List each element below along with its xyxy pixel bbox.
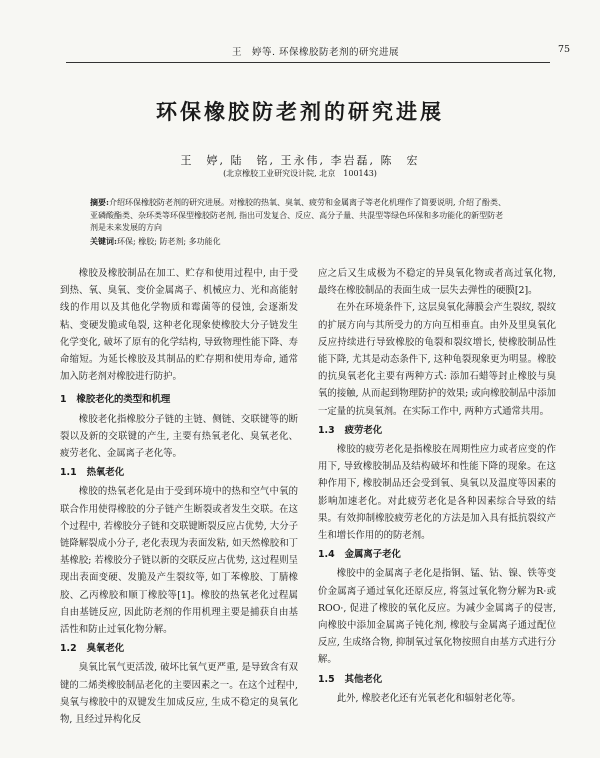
- left-column: [60, 265, 298, 728]
- intro-paragraph: 橡胶及橡胶制品在加工、贮存和使用过程中, 由于受到热、氧、臭氧、变价金属离子、机械应力、光和高能射线的作用以及其他化学物质和霉菌等的侵蚀, 会逐渐发粘、变硬发脆或龟裂, 这种老化现象使橡胶大分子链发生化学变化, 破坏了原有的化学结构, 导致物理性能下降、寿命缩短。为延长橡胶及其制品的贮存期和使用寿命, 通常加入防老剂对橡胶进行防护。: [60, 268, 298, 383]
- abstract-text: 介绍环保橡胶防老剂的研究进展。对橡胶的热氧、臭氧、疲劳和金属离子等老化机理作了简要说明, 介绍了酚类、亚磷酸酯类、杂环类等环保型橡胶防老剂, 指出可发复合、反应、高分子量、共混型等绿色环保和多功能化的新型防老剂是未来发展的方向: [90, 198, 507, 232]
- paper-title: 环保橡胶防老剂的研究进展: [156, 100, 444, 124]
- section-1-4-heading: [318, 546, 556, 563]
- section-1-1-number: 1.1: [60, 467, 77, 479]
- section-1-3-heading: [318, 422, 556, 439]
- section-1-3-number: 1.3: [318, 424, 335, 436]
- section-1-title: 橡胶老化的类型和机理: [76, 394, 171, 406]
- paper-affiliation: (北京橡胶工业研究设计院, 北京 100143): [223, 169, 377, 178]
- page-number: 75: [558, 44, 571, 55]
- keywords-text: 环保; 橡胶; 防老剂; 多功能化: [116, 237, 221, 246]
- section-1-1-heading: [60, 464, 298, 481]
- section-1-5-number: 1.5: [318, 673, 335, 685]
- section-1-1-text: 橡胶的热氧老化是由于受到环境中的热和空气中氧的联合作用使得橡胶的分子链产生断裂或者发生交联。在这个过程中, 若橡胶分子链和交联键断裂反应占优势, 大分子链降解裂成小分子, 老化表现为表面发粘, 如天然橡胶和丁基橡胶; 若橡胶分子链以新的交联反应占优势, 这过程则呈现出表面变硬、发脆及产生裂纹等, 如丁苯橡胶、丁腈橡胶、乙丙橡胶和顺丁橡胶等[1]。橡胶的热氧老化过程属自由基链反应, 因此防老剂的作用机理主要是捕获自由基活性和防止过氧化物分解。: [60, 486, 298, 636]
- abstract-block: [90, 196, 510, 235]
- keywords-block: [90, 236, 510, 247]
- right-column: [318, 265, 556, 707]
- keywords-label: 关键词:: [90, 236, 117, 246]
- section-1-number: 1: [60, 394, 67, 406]
- section-1-heading: [60, 391, 298, 408]
- section-1-5-title: 其他老化: [344, 673, 383, 685]
- paper-authors: 王 婷, 陆 铭, 王永伟, 李岩磊, 陈 宏: [180, 154, 420, 167]
- section-1-3-text: 橡胶的疲劳老化是指橡胶在周期性应力或者应变的作用下, 导致橡胶制品及结构破坏和性能下降的现象。在这种作用下, 橡胶制品还会受到氧、臭氧以及温度等因素的影响加速老化。对此疲劳老化是各种因素综合导致的结果。有效抑制橡胶疲劳老化的方法是加入具有抵抗裂纹产生和增长作用的的防老剂。: [318, 444, 556, 542]
- section-1-5-text: 此外, 橡胶老化还有光氧老化和辐射老化等。: [336, 692, 521, 704]
- section-1-2-title: 臭氧老化: [86, 643, 125, 655]
- section-1-2-number: 1.2: [60, 643, 77, 655]
- section-1-2-text: 臭氧比氧气更活泼, 破坏比氧气更严重, 是导致含有双键的二烯类橡胶制品老化的主要因素之一。在这个过程中, 臭氧与橡胶中的双键发生加成反应, 生成不稳定的臭氧化物, 且经过异构化反: [60, 662, 298, 726]
- section-1-4-number: 1.4: [318, 549, 335, 561]
- section-1-1-title: 热氧老化: [86, 467, 125, 479]
- abstract-label: 摘要:: [90, 197, 109, 207]
- section-1-2-continued: 应之后又生成极为不稳定的异臭氧化物或者高过氧化物, 最终在橡胶制品的表面生成一层失去弹性的硬膜[2]。: [318, 268, 556, 297]
- section-1-4-title: 金属离子老化: [344, 549, 401, 561]
- section-1-4-text: 橡胶中的金属离子老化是指铜、锰、钴、镍、铁等变价金属离子通过氧化还原反应, 将氢过氧化物分解为R·或ROO·, 促进了橡胶的氧化反应。为减少金属离子的侵害, 向橡胶中添加金属离子钝化剂, 橡胶与金属离子通过配位反应, 生成络合物, 抑制氧过氧化物按照自由基方式进行分解。: [318, 568, 556, 666]
- header-rule: [66, 62, 550, 63]
- section-1-2-heading: [60, 640, 298, 657]
- section-1-5-heading: [318, 671, 556, 688]
- section-1-3-title: 疲劳老化: [344, 424, 383, 436]
- section-1-text: 橡胶老化指橡胶分子链的主链、侧链、交联键等的断裂以及新的交联键的产生, 主要有热氧老化、臭氧老化、疲劳老化、金属离子老化等。: [60, 413, 298, 460]
- section-1-2-paragraph-2: 在外在环境条件下, 这层臭氧化薄膜会产生裂纹, 裂纹的扩展方向与其所受力的方向互相垂直。由外及里臭氧化反应持续进行导致橡胶的龟裂和裂纹增长, 使橡胶制品性能下降, 尤其是动态条件下, 这种龟裂现象更为明显。橡胶的抗臭氧老化主要有两种方式: 添加石蜡等封止橡胶与臭氧的接触, 从而起到物理防护的效果; 或向橡胶制品中添加一定量的抗臭氧剂。在实际工作中, 两种方式通常共用。: [318, 302, 556, 417]
- running-title: 王 婷等. 环保橡胶防老剂的研究进展: [232, 47, 400, 58]
